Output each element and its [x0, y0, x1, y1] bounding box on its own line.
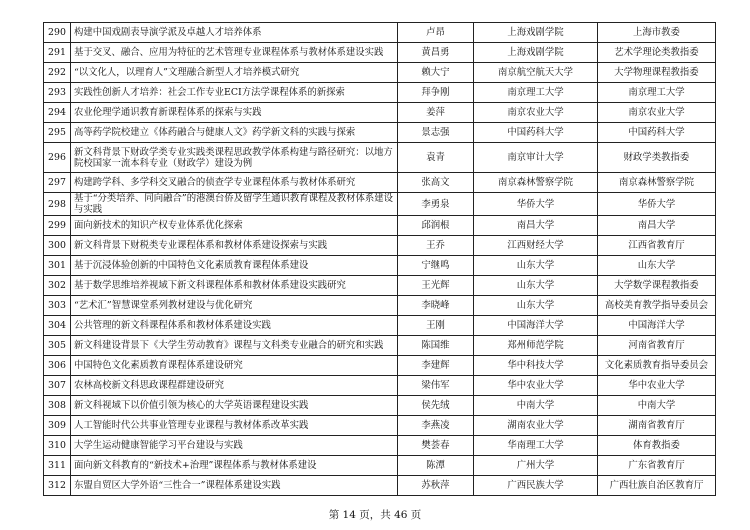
project-title-cell: 面向新技术的知识产权专业体系优化探索	[71, 216, 398, 236]
table-row	[44, 143, 716, 173]
project-title-cell: “以文化人，以理育人”文理融合新型人才培养模式研究	[71, 63, 398, 83]
leader-name-cell: 赖大宁	[398, 63, 474, 83]
leader-name-cell: 景志强	[398, 123, 474, 143]
row-number-cell: 295	[44, 123, 71, 143]
project-title-cell: 农业伦理学通识教育新课程体系的探索与实践	[71, 103, 398, 123]
row-number-cell: 297	[44, 173, 71, 193]
recommending-unit-cell: 华侨大学	[598, 193, 716, 216]
row-number-cell: 310	[44, 436, 71, 456]
institution-cell: 山东大学	[474, 256, 598, 276]
leader-name-cell: 王乔	[398, 236, 474, 256]
leader-name-cell: 侯先绒	[398, 396, 474, 416]
project-title-cell: 实践性创新人才培养：社会工作专业ECI方法学课程体系的新探索	[71, 83, 398, 103]
institution-cell: 湖南农业大学	[474, 416, 598, 436]
institution-cell: 中国海洋大学	[474, 316, 598, 336]
recommending-unit-cell: 中国海洋大学	[598, 316, 716, 336]
recommending-unit-cell: 大学数学课程教指委	[598, 276, 716, 296]
recommending-unit-cell: 南京农业大学	[598, 103, 716, 123]
leader-name-cell: 王刚	[398, 316, 474, 336]
project-title-cell: 基于数学思维培养视域下新文科课程体系和教材体系建设实践研究	[71, 276, 398, 296]
project-title-cell: 东盟自贸区大学外语“三性合一”课程体系建设实践	[71, 476, 398, 496]
leader-name-cell: 李燕凌	[398, 416, 474, 436]
page-footer: 第 14 页，共 46 页	[328, 509, 422, 521]
project-title-cell: 新文科视域下以价值引领为核心的大学英语课程建设实践	[71, 396, 398, 416]
institution-cell: 华侨大学	[474, 193, 598, 216]
project-title-cell: 新文科背景下财政学类专业实践类课程思政教学体系构建与路径研究：以地方院校国家一流本科专业（财政学）建设为例	[71, 143, 398, 173]
recommending-unit-cell: 财政学类教指委	[598, 143, 716, 173]
table-row	[44, 376, 716, 396]
recommending-unit-cell: 文化素质教育指导委员会	[598, 356, 716, 376]
table-row	[44, 256, 716, 276]
project-title-cell: 基于“分类培养、同向融合”的港澳台侨及留学生通识教育课程及教材体系建设与实践	[71, 193, 398, 216]
project-table	[43, 22, 716, 496]
project-title-cell: 面向新文科教育的“新技术+治理”课程体系与教材体系建设	[71, 456, 398, 476]
leader-name-cell: 姜萍	[398, 103, 474, 123]
leader-name-cell: 苏秋萍	[398, 476, 474, 496]
table-row	[44, 236, 716, 256]
recommending-unit-cell: 华中农业大学	[598, 376, 716, 396]
institution-cell: 山东大学	[474, 296, 598, 316]
institution-cell: 上海戏剧学院	[474, 23, 598, 43]
leader-name-cell: 袁青	[398, 143, 474, 173]
project-title-cell: 人工智能时代公共事业管理专业课程与教材体系改革实践	[71, 416, 398, 436]
table-row	[44, 336, 716, 356]
recommending-unit-cell: 艺术学理论类教指委	[598, 43, 716, 63]
project-title-cell: 构建中国戏剧表导演学派及卓越人才培养体系	[71, 23, 398, 43]
recommending-unit-cell: 江西省教育厅	[598, 236, 716, 256]
project-title-cell: 中国特色文化素质教育课程体系建设研究	[71, 356, 398, 376]
institution-cell: 南京森林警察学院	[474, 173, 598, 193]
table-row	[44, 193, 716, 216]
institution-cell: 山东大学	[474, 276, 598, 296]
leader-name-cell: 拜争刚	[398, 83, 474, 103]
institution-cell: 上海戏剧学院	[474, 43, 598, 63]
row-number-cell: 307	[44, 376, 71, 396]
table-row	[44, 216, 716, 236]
institution-cell: 中国药科大学	[474, 123, 598, 143]
project-title-cell: 大学生运动健康智能学习平台建设与实践	[71, 436, 398, 456]
project-title-cell: 高等药学院校建立《体药融合与健康人文》药学新文科的实践与探索	[71, 123, 398, 143]
recommending-unit-cell: 湖南省教育厅	[598, 416, 716, 436]
leader-name-cell: 梁伟军	[398, 376, 474, 396]
leader-name-cell: 李勇泉	[398, 193, 474, 216]
institution-cell: 华中科技大学	[474, 356, 598, 376]
recommending-unit-cell: 上海市教委	[598, 23, 716, 43]
row-number-cell: 306	[44, 356, 71, 376]
leader-name-cell: 王光辉	[398, 276, 474, 296]
institution-cell: 广州大学	[474, 456, 598, 476]
leader-name-cell: 樊荟春	[398, 436, 474, 456]
project-title-cell: 基于沉浸体验创新的中国特色文化素质教育课程体系建设	[71, 256, 398, 276]
table-row	[44, 436, 716, 456]
institution-cell: 广西民族大学	[474, 476, 598, 496]
institution-cell: 南京理工大学	[474, 83, 598, 103]
row-number-cell: 311	[44, 456, 71, 476]
project-title-cell: 新文科背景下财税类专业课程体系和教材体系建设探索与实践	[71, 236, 398, 256]
table-row	[44, 23, 716, 43]
row-number-cell: 301	[44, 256, 71, 276]
project-title-cell: 公共管理的新文科课程体系和教材体系建设实践	[71, 316, 398, 336]
recommending-unit-cell: 南昌大学	[598, 216, 716, 236]
leader-name-cell: 宁继鸣	[398, 256, 474, 276]
recommending-unit-cell: 广东省教育厅	[598, 456, 716, 476]
recommending-unit-cell: 南京理工大学	[598, 83, 716, 103]
recommending-unit-cell: 大学物理课程教指委	[598, 63, 716, 83]
project-title-cell: 构建跨学科、多学科交叉融合的侦查学专业课程体系与教材体系研究	[71, 173, 398, 193]
recommending-unit-cell: 河南省教育厅	[598, 336, 716, 356]
row-number-cell: 312	[44, 476, 71, 496]
table-row	[44, 476, 716, 496]
leader-name-cell: 邱润根	[398, 216, 474, 236]
table-row	[44, 173, 716, 193]
recommending-unit-cell: 南京森林警察学院	[598, 173, 716, 193]
row-number-cell: 305	[44, 336, 71, 356]
project-table-body	[44, 23, 716, 496]
institution-cell: 江西财经大学	[474, 236, 598, 256]
leader-name-cell: 卢昂	[398, 23, 474, 43]
project-title-cell: 农林高校新文科思政课程群建设研究	[71, 376, 398, 396]
row-number-cell: 308	[44, 396, 71, 416]
table-row	[44, 296, 716, 316]
institution-cell: 南京农业大学	[474, 103, 598, 123]
recommending-unit-cell: 广西壮族自治区教育厅	[598, 476, 716, 496]
table-row	[44, 63, 716, 83]
institution-cell: 中南大学	[474, 396, 598, 416]
institution-cell: 南京审计大学	[474, 143, 598, 173]
row-number-cell: 296	[44, 143, 71, 173]
row-number-cell: 294	[44, 103, 71, 123]
institution-cell: 华南理工大学	[474, 436, 598, 456]
table-row	[44, 83, 716, 103]
leader-name-cell: 陈国维	[398, 336, 474, 356]
project-title-cell: 新文科建设背景下《大学生劳动教育》课程与文科类专业融合的研究和实践	[71, 336, 398, 356]
institution-cell: 华中农业大学	[474, 376, 598, 396]
table-row	[44, 276, 716, 296]
leader-name-cell: 陈潭	[398, 456, 474, 476]
row-number-cell: 292	[44, 63, 71, 83]
row-number-cell: 299	[44, 216, 71, 236]
table-row	[44, 456, 716, 476]
recommending-unit-cell: 中国药科大学	[598, 123, 716, 143]
row-number-cell: 309	[44, 416, 71, 436]
table-row	[44, 356, 716, 376]
table-row	[44, 316, 716, 336]
row-number-cell: 293	[44, 83, 71, 103]
row-number-cell: 303	[44, 296, 71, 316]
table-row	[44, 396, 716, 416]
table-row	[44, 43, 716, 63]
row-number-cell: 298	[44, 193, 71, 216]
institution-cell: 南京航空航天大学	[474, 63, 598, 83]
institution-cell: 南昌大学	[474, 216, 598, 236]
row-number-cell: 290	[44, 23, 71, 43]
recommending-unit-cell: 山东大学	[598, 256, 716, 276]
row-number-cell: 291	[44, 43, 71, 63]
leader-name-cell: 张高文	[398, 173, 474, 193]
institution-cell: 郑州师范学院	[474, 336, 598, 356]
leader-name-cell: 黄昌勇	[398, 43, 474, 63]
project-title-cell: “艺术汇”智慧课堂系列教材建设与优化研究	[71, 296, 398, 316]
row-number-cell: 302	[44, 276, 71, 296]
leader-name-cell: 李晓峰	[398, 296, 474, 316]
recommending-unit-cell: 中南大学	[598, 396, 716, 416]
row-number-cell: 300	[44, 236, 71, 256]
table-row	[44, 123, 716, 143]
table-row	[44, 103, 716, 123]
recommending-unit-cell: 高校美育教学指导委员会	[598, 296, 716, 316]
recommending-unit-cell: 体育教指委	[598, 436, 716, 456]
project-title-cell: 基于交叉、融合、应用为特征的艺术管理专业课程体系与教材体系建设实践	[71, 43, 398, 63]
table-row	[44, 416, 716, 436]
leader-name-cell: 李建辉	[398, 356, 474, 376]
row-number-cell: 304	[44, 316, 71, 336]
